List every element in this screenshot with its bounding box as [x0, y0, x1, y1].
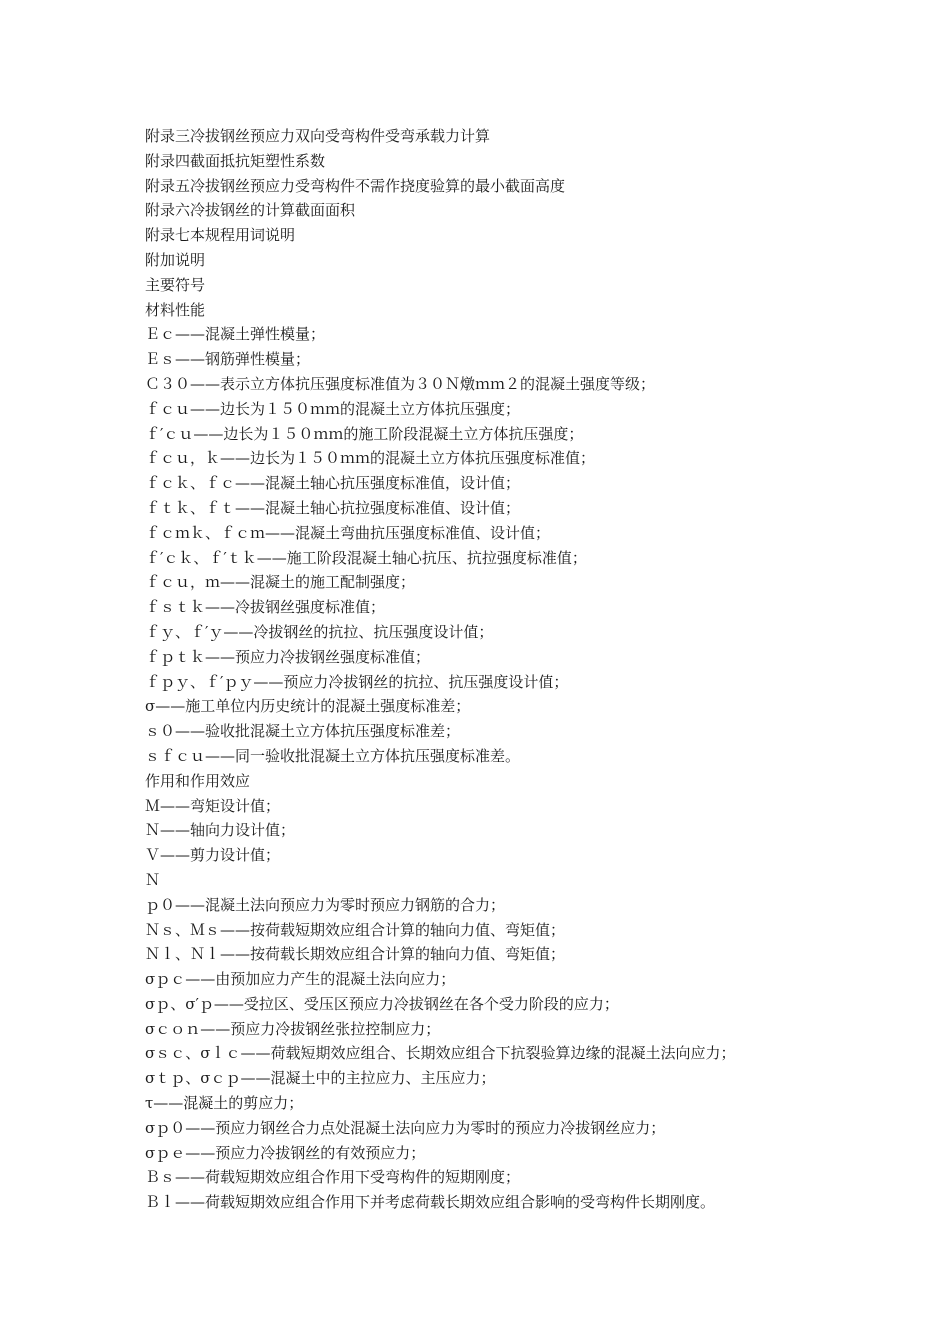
symbol-line: ｓ０——验收批混凝土立方体抗压强度标准差；	[145, 722, 461, 741]
symbol-line: ｓｆｃｕ——同一验收批混凝土立方体抗压强度标准差。	[145, 746, 521, 765]
symbol-line: σｐｅ——预应力冷拔钢丝的有效预应力；	[145, 1143, 426, 1162]
appendix-4-title: 附录四截面抵抗矩塑性系数	[145, 151, 326, 170]
symbol-line: Ｂｌ——荷载短期效应组合作用下并考虑荷载长期效应组合影响的受弯构件长期刚度。	[145, 1193, 716, 1212]
symbol-line: ｆｓｔｋ——冷拔钢丝强度标准值；	[145, 598, 386, 617]
symbol-line: Ｅｓ——钢筋弹性模量；	[145, 350, 311, 369]
symbol-line: Ｎｌ、Ｎｌ——按荷载长期效应组合计算的轴向力值、弯矩值；	[145, 945, 566, 964]
symbol-line: Ｎ	[145, 870, 161, 889]
symbol-line: σｔｐ、σｃｐ——混凝土中的主拉应力、主压应力；	[145, 1069, 496, 1088]
symbol-line: Ｅｃ——混凝土弹性模量；	[145, 325, 326, 344]
symbol-line: ｆ′ｃｋ、ｆ′ｔｋ——施工阶段混凝土轴心抗压、抗拉强度标准值；	[145, 548, 587, 567]
symbol-line: σｐ、σ′ｐ——受拉区、受压区预应力冷拔钢丝在各个受力阶段的应力；	[145, 994, 619, 1013]
symbol-line: Ｎｓ、Ｍｓ——按荷载短期效应组合计算的轴向力值、弯矩值；	[145, 920, 566, 939]
appendix-6-title: 附录六冷拔钢丝的计算截面面积	[145, 201, 356, 220]
symbol-line: Ｍ——弯矩设计值；	[145, 796, 281, 815]
appendix-3-title: 附录三冷拔钢丝预应力双向受弯构件受弯承载力计算	[145, 127, 491, 145]
additional-notes-title: 附加说明	[145, 250, 206, 269]
symbol-line: ｆｃｋ、ｆｃ——混凝土轴心抗压强度标准值，设计值；	[145, 474, 521, 493]
actions-effects-heading: 作用和作用效应	[145, 771, 251, 790]
appendix-7-title: 附录七本规程用词说明	[145, 226, 296, 245]
material-properties-heading: 材料性能	[145, 300, 206, 319]
symbol-line: Ｃ３０——表示立方体抗压强度标准值为３０Ｎ燉ｍｍ２的混凝土强度等级；	[145, 374, 656, 393]
symbol-line: ｆｐｔｋ——预应力冷拔钢丝强度标准值；	[145, 647, 431, 666]
symbol-line: ｆｔｋ、ｆｔ——混凝土轴心抗拉强度标准值、设计值；	[145, 498, 521, 517]
symbol-line: ｆｐｙ、ｆ′ｐｙ——预应力冷拔钢丝的抗拉、抗压强度设计值；	[145, 672, 569, 691]
appendix-5-title: 附录五冷拔钢丝预应力受弯构件不需作挠度验算的最小截面高度	[145, 176, 566, 195]
symbol-line: σｓｃ、σｌｃ——荷载短期效应组合、长期效应组合下抗裂验算边缘的混凝土法向应力；	[145, 1044, 736, 1063]
symbol-line: Ｎ——轴向力设计值；	[145, 821, 296, 840]
symbol-line: ｆｃｍｋ、ｆｃｍ——混凝土弯曲抗压强度标准值、设计值；	[145, 523, 551, 542]
main-symbols-heading: 主要符号	[145, 275, 206, 294]
symbol-line: ｆｃｕ，ｍ——混凝土的施工配制强度；	[145, 573, 416, 592]
symbol-line: σｃｏｎ——预应力冷拔钢丝张拉控制应力；	[145, 1019, 441, 1038]
symbol-line: σｐｃ——由预加应力产生的混凝土法向应力；	[145, 970, 456, 989]
symbol-line: Ｂｓ——荷载短期效应组合作用下受弯构件的短期刚度；	[145, 1168, 521, 1187]
symbol-line: ｆｃｕ，ｋ——边长为１５０ｍｍ的混凝土立方体抗压强度标准值；	[145, 449, 596, 468]
symbol-line: σ——施工单位内历史统计的混凝土强度标准差；	[145, 697, 471, 716]
symbol-line: ｆｃｕ——边长为１５０ｍｍ的混凝土立方体抗压强度；	[145, 399, 521, 418]
symbol-line: Ｖ——剪力设计值；	[145, 846, 281, 865]
document-body	[145, 124, 935, 1215]
symbol-line: ｐ０——混凝土法向预应力为零时预应力钢筋的合力；	[145, 895, 506, 914]
symbol-line: ｆｙ、ｆ′ｙ——冷拔钢丝的抗拉、抗压强度设计值；	[145, 622, 494, 641]
symbol-line: τ——混凝土的剪应力；	[145, 1094, 304, 1113]
symbol-line: σｐ０——预应力钢丝合力点处混凝土法向应力为零时的预应力冷拔钢丝应力；	[145, 1118, 666, 1137]
symbol-line: ｆ′ｃｕ——边长为１５０ｍｍ的施工阶段混凝土立方体抗压强度；	[145, 424, 584, 443]
